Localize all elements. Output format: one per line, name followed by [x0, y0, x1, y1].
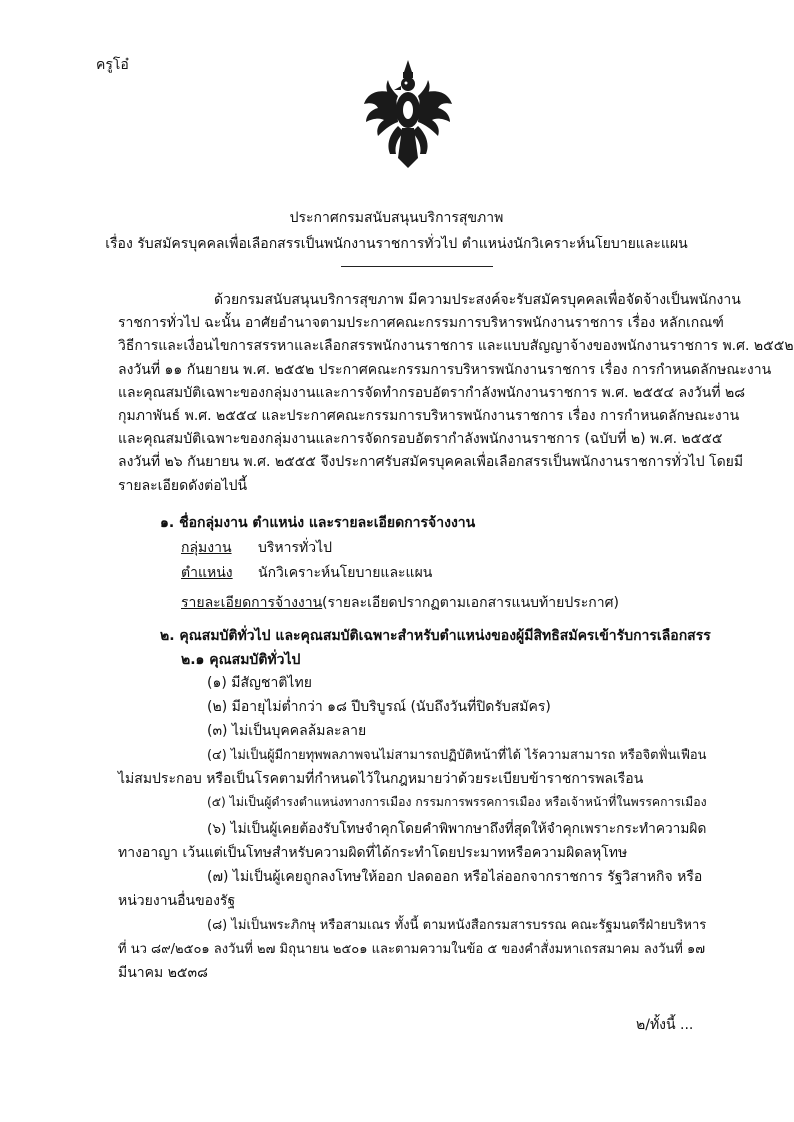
- qualification-item-cont: ที่ นว ๘๙/๒๕๐๑ ลงวันที่ ๒๗ มิถุนายน ๒๕๐๑ และตามความในข้อ ๕ ของคำสั่งมหาเถรสมาคม ลงวันที่ ๑๗: [118, 942, 706, 957]
- intro-line: วิธีการและเงื่อนไขการสรรหาและเลือกสรรพนักงานราชการ และแบบสัญญาจ้างของพนักงานราชการ พ.ศ. ๒๕๕๒: [118, 338, 794, 355]
- intro-line: ลงวันที่ ๑๑ กันยายน พ.ศ. ๒๕๕๒ ประกาศคณะกรรมการบริหารพนักงานราชการ เรื่อง การกำหนดลักษณะงาน: [118, 361, 772, 378]
- qualification-item: (๓) ไม่เป็นบุคคลล้มละลาย: [207, 723, 367, 739]
- qualification-item-cont: ไม่สมประกอบ หรือเป็นโรคตามที่กำหนดไว้ในกฎหมายว่าด้วยระเบียบข้าราชการพลเรือน: [118, 771, 644, 787]
- qualification-item-cont: ทางอาญา เว้นแต่เป็นโทษสำหรับความผิดที่ได้กระทำโดยประมาทหรือความผิดลหุโทษ: [118, 845, 628, 861]
- detail-value: (รายละเอียดปรากฏตามเอกสารแนบท้ายประกาศ): [322, 595, 619, 611]
- intro-line: ราชการทั่วไป ฉะนั้น อาศัยอำนาจตามประกาศคณะกรรมการบริหารพนักงานราชการ เรื่อง หลักเกณฑ์: [118, 315, 724, 332]
- header-subject: เรื่อง รับสมัครบุคคลเพื่อเลือกสรรเป็นพนักงานราชการทั่วไป ตำแหน่งนักวิเคราะห์นโยบายและแผน: [105, 236, 688, 252]
- qualification-item: (๘) ไม่เป็นพระภิกษุ หรือสามเณร ทั้งนี้ ตามหนังสือกรมสารบรรณ คณะรัฐมนตรีฝ่ายบริหาร: [207, 918, 707, 933]
- qualification-item: (๔) ไม่เป็นผู้มีกายทุพพลภาพจนไม่สามารถปฏิบัติหน้าที่ได้ ไร้ความสามารถ หรือจิตฟั่นเฟือน: [207, 748, 707, 763]
- position-value: นักวิเคราะห์นโยบายและแผน: [258, 565, 433, 581]
- section1-heading: ๑. ชื่อกลุ่มงาน ตำแหน่ง และรายละเอียดการจ้างงาน: [160, 515, 476, 531]
- header-org: ประกาศกรมสนับสนุนบริการสุขภาพ: [289, 210, 504, 226]
- group-label: กลุ่มงาน: [181, 540, 232, 556]
- header-divider: [341, 266, 493, 267]
- intro-line: ด้วยกรมสนับสนุนบริการสุขภาพ มีความประสงค์จะรับสมัครบุคคลเพื่อจัดจ้างเป็นพนักงาน: [214, 292, 741, 308]
- qualification-item: (๖) ไม่เป็นผู้เคยต้องรับโทษจำคุกโดยคำพิพากษาถึงที่สุดให้จำคุกเพราะกระทำความผิด: [207, 821, 707, 837]
- detail-label: รายละเอียดการจ้างงาน: [181, 595, 323, 611]
- position-label: ตำแหน่ง: [181, 565, 233, 581]
- qualification-item: (๗) ไม่เป็นผู้เคยถูกลงโทษให้ออก ปลดออก หรือไล่ออกจากราชการ รัฐวิสาหกิจ หรือ: [207, 869, 703, 885]
- intro-paragraph: [118, 289, 794, 498]
- watermark-text: ครูโอ๋: [96, 57, 129, 73]
- intro-line: รายละเอียดดังต่อไปนี้: [118, 477, 248, 494]
- intro-line: กุมภาพันธ์ พ.ศ. ๒๕๕๔ และประกาศคณะกรรมการบริหารพนักงานราชการ เรื่อง การกำหนดลักษณะงาน: [118, 407, 740, 424]
- qualification-item: (๑) มีสัญชาติไทย: [207, 675, 312, 691]
- intro-line: ลงวันที่ ๒๖ กันยายน พ.ศ. ๒๕๕๕ จึงประกาศรับสมัครบุคคลเพื่อเลือกสรรเป็นพนักงานราชการทั่วไป โดยมี: [118, 454, 744, 471]
- group-value: บริหารทั่วไป: [258, 540, 333, 556]
- qualification-item: (๒) มีอายุไม่ต่ำกว่า ๑๘ ปีบริบูรณ์ (นับถึงวันที่ปิดรับสมัคร): [207, 699, 551, 715]
- page-continuation: ๒/ทั้งนี้ ...: [636, 1017, 694, 1033]
- qualification-item: (๕) ไม่เป็นผู้ดำรงตำแหน่งทางการเมือง กรรมการพรรคการเมือง หรือเจ้าหน้าที่ในพรรคการเมือง: [207, 795, 707, 809]
- qualification-item-cont: หน่วยงานอื่นของรัฐ: [118, 893, 236, 909]
- qualification-item-cont: มีนาคม ๒๕๓๘: [118, 965, 208, 981]
- intro-line: และคุณสมบัติเฉพาะของกลุ่มงานและการจัดกรอบอัตรากำลังพนักงานราชการ (ฉบับที่ ๒) พ.ศ. ๒๕๕๕: [118, 431, 723, 448]
- section2-subheading: ๒.๑ คุณสมบัติทั่วไป: [181, 652, 301, 668]
- intro-line: และคุณสมบัติเฉพาะของกลุ่มงานและการจัดทำกรอบอัตรากำลังพนักงานราชการ พ.ศ. ๒๕๕๔ ลงวันที่ ๒๘: [118, 384, 746, 401]
- section2-heading: ๒. คุณสมบัติทั่วไป และคุณสมบัติเฉพาะสำหรับตำแหน่งของผู้มีสิทธิสมัครเข้ารับการเลือกสรร: [160, 628, 711, 644]
- garuda-emblem-icon: [360, 58, 456, 170]
